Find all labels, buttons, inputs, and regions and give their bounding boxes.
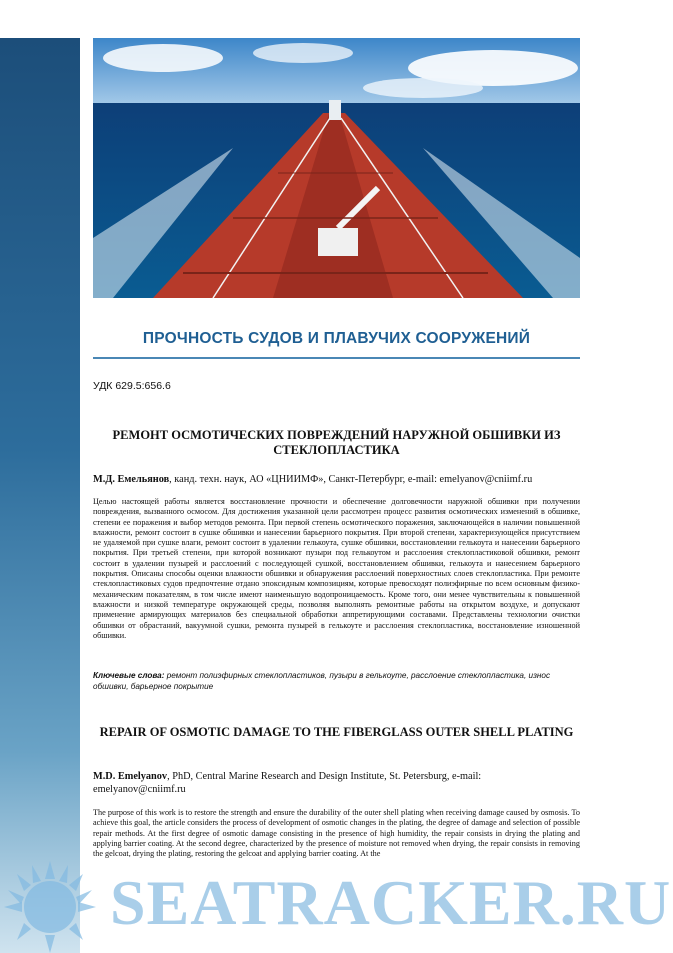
author-ru-name: М.Д. Емельянов bbox=[93, 474, 170, 485]
author-ru-details: , канд. техн. наук, АО «ЦНИИМФ», Санкт-Петербург, e-mail: emelyanov@cniimf.ru bbox=[169, 474, 533, 485]
abstract-ru: Целью настоящей работы является восстановление прочности и обеспечение долговечности наружной обшивки при получении повреждения, вызванного осмосом. Для достижения указанной цели рассмотрен процесс развития осмотических изменений в обшивке, степени ее поражения и выбор методов ремонта. При первой степень осмотического поражения, заключающейся в наличии повышенной влажности, ремонт состоит в сушке обшивки и нанесении барьерного покрытия. При второй степени, характеризующейся присутствием не удаляемой при сушке влаги, ремонт состоит в удалении гелькоута, сушке обшивки, восстановлении гелькоута и нанесении барьерного покрытия. При третьей степени, при которой возникают пузыри под гелькоутом и расслоения стеклопластиковой обшивки, ремонт состоит в удалении пузырей и расслоений с последующей сушкой, восстановлением обшивки, гелькоута и нанесением барьерного покрытия. Описаны способы оценки влажности обшивки и обнаружения расслоений поверхностных слоев стеклопластика. При ремонте стеклопластиковых судов предпочтение отдано эпоксидным композициям, которые превосходят полиэфирные по всем основным физико-механическим показателям, в том числе имеют наименьшую водопроницаемость. Кроме того, они менее чувствительны к повышенной влажности и низкой температуре окружающей среды, позволяя выполнять ремонтные работы на открытом воздухе, и допускают применение армирующих материалов без специальной обработки аппретирующими составами. Представлены технологии очистки обшивки от обрастаний, вакуумной сушки, ремонта пузырей в гелькоуте и расслоения стеклопластика, восстановление изношенной обшивки. bbox=[93, 497, 580, 640]
watermark-text: SEATRACKER.RU bbox=[110, 867, 672, 938]
abstract-en: The purpose of this work is to restore the strength and ensure the durability of the outer shell plating when receiving damage caused by osmosis. To achieve this goal, the article considers the process of development of osmotic changes in the plating, the degree of damage and selection of possible repair methods. At the first degree of osmotic damage consisting in the presence of high humidity, the repair consists in drying the plating and applying barrier coating. At the second degree, characterized by the presence of moisture not removed when drying, the repair consists in removing the gelcoat, drying the plating, restoring the gelcoat and applying barrier coating. At the bbox=[93, 808, 580, 859]
section-rule bbox=[93, 357, 580, 359]
tanker-ship-photo bbox=[93, 38, 580, 298]
decorative-sidebar bbox=[0, 38, 80, 953]
article-title-en: REPAIR OF OSMOTIC DAMAGE TO THE FIBERGLASS OUTER SHELL PLATING bbox=[99, 725, 574, 739]
section-title: ПРОЧНОСТЬ СУДОВ И ПЛАВУЧИХ СООРУЖЕНИЙ bbox=[142, 330, 531, 347]
author-ru bbox=[93, 474, 580, 485]
keywords-ru bbox=[93, 671, 580, 692]
author-en bbox=[93, 770, 503, 796]
author-en-details: , PhD, Central Marine Research and Design Institute, St. Petersburg, e-mail: emelyanov@cniimf.ru bbox=[93, 771, 482, 795]
author-en-name: M.D. Emelyanov bbox=[93, 771, 168, 782]
keywords-label: Ключевые слова: bbox=[93, 671, 165, 680]
udk-code: УДК 629.5:656.6 bbox=[93, 380, 171, 392]
keywords-text: ремонт полиэфирных стеклопластиков, пузыри в гелькоуте, расслоение стеклопластика, износ обшивки, барьерное покрытие bbox=[93, 671, 551, 691]
article-title-ru: РЕМОНТ ОСМОТИЧЕСКИХ ПОВРЕЖДЕНИЙ НАРУЖНОЙ ОБШИВКИ ИЗ СТЕКЛОПЛАСТИКА bbox=[112, 428, 561, 457]
